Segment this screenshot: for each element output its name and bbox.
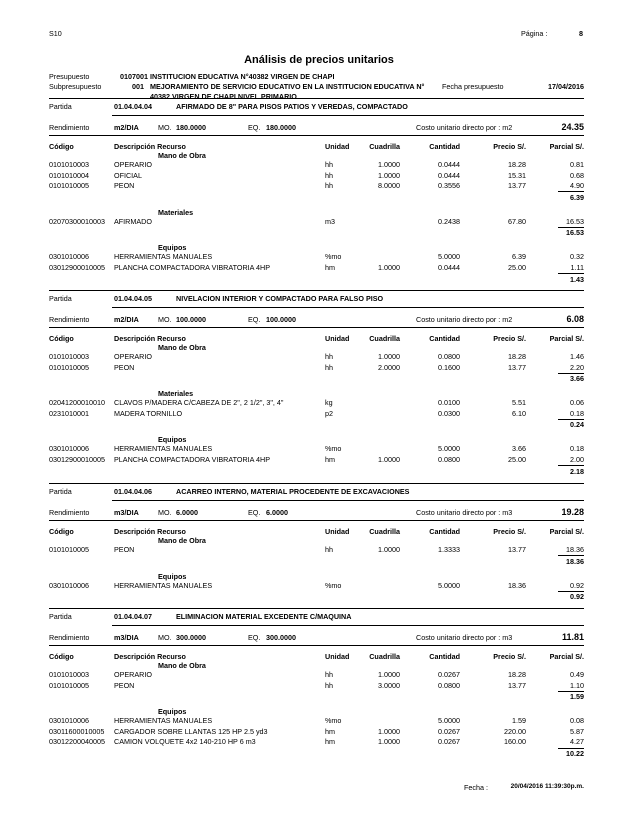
col-cuadrilla: Cuadrilla xyxy=(369,142,400,151)
col-descripcion: Descripción Recurso xyxy=(114,652,186,661)
row-cantidad: 0.2438 xyxy=(438,216,460,226)
row-codigo: 0301010006 xyxy=(49,580,89,590)
row-descripcion: PEON xyxy=(114,680,135,690)
row-descripcion: PLANCHA COMPACTADORA VIBRATORIA 4HP xyxy=(114,263,271,272)
row-descripcion: OPERARIO xyxy=(114,352,152,361)
system-label: S10 xyxy=(49,29,62,38)
presupuesto-label: Presupuesto xyxy=(49,72,90,81)
row-parcial: 5.87 xyxy=(570,726,584,736)
row-parcial: 0.81 xyxy=(570,160,584,169)
row-descripcion: HERRAMIENTAS MANUALES xyxy=(114,580,213,590)
partida-code: 01.04.04.06 xyxy=(114,487,152,496)
costo-unitario-value: 19.28 xyxy=(561,507,584,517)
col-cantidad: Cantidad xyxy=(429,652,460,661)
partida-label: Partida xyxy=(49,612,72,621)
row-descripcion: MADERA TORNILLO xyxy=(114,408,183,418)
row-unidad: hh xyxy=(325,670,333,679)
partida-name: ELIMINACION MATERIAL EXCEDENTE C/MAQUINA xyxy=(176,612,352,621)
group-equipos-heading: Equipos xyxy=(158,571,187,581)
row-descripcion: HERRAMIENTAS MANUALES xyxy=(114,252,213,262)
row-cantidad: 0.0267 xyxy=(438,726,460,736)
col-parcial: Parcial S/. xyxy=(549,334,584,343)
rendimiento-unit: m2/DIA xyxy=(114,315,139,324)
row-unidad: m3 xyxy=(325,216,335,226)
row-cuadrilla: 1.0000 xyxy=(378,726,400,736)
row-codigo: 0101010005 xyxy=(49,181,89,191)
partida-name: NIVELACION INTERIOR Y COMPACTADO PARA FALSO PISO xyxy=(176,294,384,303)
partida-name: AFIRMADO DE 8" PARA PISOS PATIOS Y VEREDAS, COMPACTADO xyxy=(176,102,408,111)
rendimiento-label: Rendimiento xyxy=(49,315,90,324)
group-equipos-heading: Equipos xyxy=(158,243,187,253)
mo-label: MO. xyxy=(158,633,172,642)
section-divider xyxy=(49,483,584,484)
row-precio: 160.00 xyxy=(504,737,526,747)
row-cuadrilla: 1.0000 xyxy=(378,170,400,180)
costo-unitario-label: Costo unitario directo por : m3 xyxy=(416,508,513,517)
row-codigo: 02070300010003 xyxy=(49,216,105,226)
col-precio: Precio S/. xyxy=(493,334,526,343)
eq-label: EQ. xyxy=(248,508,261,517)
row-unidad: %mo xyxy=(325,580,342,590)
section-divider xyxy=(49,608,584,609)
row-unidad: p2 xyxy=(325,408,333,418)
row-unidad: hm xyxy=(325,737,335,747)
col-cuadrilla: Cuadrilla xyxy=(369,652,400,661)
row-codigo: 0101010005 xyxy=(49,680,89,690)
costo-unitario-label: Costo unitario directo por : m2 xyxy=(416,315,513,324)
row-descripcion: AFIRMADO xyxy=(114,216,152,226)
eq-label: EQ. xyxy=(248,123,261,132)
costo-unitario-value: 24.35 xyxy=(561,122,584,132)
row-precio: 5.51 xyxy=(512,398,526,408)
fecha-label: Fecha : xyxy=(464,783,488,792)
row-cantidad: 0.0267 xyxy=(438,670,460,679)
eq-value: 180.0000 xyxy=(266,123,296,132)
row-descripcion: PEON xyxy=(114,181,135,191)
eq-value: 100.0000 xyxy=(266,315,296,324)
row-precio: 67.80 xyxy=(508,216,526,226)
group-mano-de-obra-subtotal: 1.59 xyxy=(570,692,584,702)
col-cantidad: Cantidad xyxy=(429,334,460,343)
row-precio: 18.28 xyxy=(508,670,526,679)
row-codigo: 03012200040005 xyxy=(49,737,105,747)
row-parcial: 2.00 xyxy=(570,455,584,464)
col-precio: Precio S/. xyxy=(493,652,526,661)
group-mano-de-obra-heading: Mano de Obra xyxy=(158,151,206,160)
row-descripcion: PEON xyxy=(114,362,135,372)
group-mano-de-obra-heading: Mano de Obra xyxy=(158,661,206,670)
rendimiento-unit: m3/DIA xyxy=(114,633,139,642)
row-parcial: 0.92 xyxy=(570,580,584,590)
row-cantidad: 0.0444 xyxy=(438,160,460,169)
row-parcial: 1.10 xyxy=(570,680,584,690)
row-unidad: hh xyxy=(325,160,333,169)
costo-unitario-value: 11.81 xyxy=(561,632,584,642)
rendimiento-underline xyxy=(49,645,584,646)
mo-value: 300.0000 xyxy=(176,633,206,642)
eq-value: 300.0000 xyxy=(266,633,296,642)
col-codigo: Código xyxy=(49,527,74,536)
col-parcial: Parcial S/. xyxy=(549,527,584,536)
group-equipos-subtotal: 10.22 xyxy=(566,749,584,758)
group-mano-de-obra-heading: Mano de Obra xyxy=(158,343,206,352)
row-cantidad: 0.0800 xyxy=(438,352,460,361)
partida-underline xyxy=(112,115,584,116)
section-divider xyxy=(49,290,584,291)
row-precio: 6.39 xyxy=(512,252,526,262)
row-precio: 15.31 xyxy=(508,170,526,180)
partida-label: Partida xyxy=(49,294,72,303)
rendimiento-underline xyxy=(49,327,584,328)
row-precio: 18.28 xyxy=(508,160,526,169)
rendimiento-label: Rendimiento xyxy=(49,123,90,132)
row-cantidad: 0.0267 xyxy=(438,737,460,747)
row-precio: 18.36 xyxy=(508,580,526,590)
group-materiales-subtotal: 16.53 xyxy=(566,228,584,238)
partida-name: ACARREO INTERNO, MATERIAL PROCEDENTE DE EXCAVACIONES xyxy=(176,487,410,496)
mo-label: MO. xyxy=(158,123,172,132)
row-unidad: %mo xyxy=(325,716,342,726)
col-unidad: Unidad xyxy=(325,334,350,343)
row-parcial: 0.68 xyxy=(570,170,584,180)
row-codigo: 03012900010005 xyxy=(49,455,105,464)
row-parcial: 16.53 xyxy=(566,216,584,226)
row-cuadrilla: 1.0000 xyxy=(378,352,400,361)
subpresupuesto-label: Subpresupuesto xyxy=(49,82,102,91)
page-title: Análisis de precios unitarios xyxy=(244,54,394,66)
group-equipos-subtotal: 0.92 xyxy=(570,592,584,602)
col-cantidad: Cantidad xyxy=(429,142,460,151)
rendimiento-label: Rendimiento xyxy=(49,633,90,642)
row-cuadrilla: 8.0000 xyxy=(378,181,400,191)
row-cantidad: 0.0444 xyxy=(438,170,460,180)
group-equipos-subtotal: 2.18 xyxy=(570,466,584,476)
row-codigo: 0101010003 xyxy=(49,670,89,679)
row-unidad: hh xyxy=(325,181,333,191)
col-cuadrilla: Cuadrilla xyxy=(369,334,400,343)
row-unidad: %mo xyxy=(325,444,342,454)
row-codigo: 0101010003 xyxy=(49,352,89,361)
row-precio: 13.77 xyxy=(508,362,526,372)
page-number: 8 xyxy=(579,29,583,38)
subpresupuesto-code: 001 xyxy=(132,82,144,91)
col-cantidad: Cantidad xyxy=(429,527,460,536)
group-mano-de-obra-subtotal: 3.66 xyxy=(570,374,584,384)
row-parcial: 1.11 xyxy=(570,263,584,272)
fecha-value: 20/04/2016 11:39:30p.m. xyxy=(510,783,584,790)
row-descripcion: CLAVOS P/MADERA C/CABEZA DE 2", 2 1/2", 3", 4" xyxy=(114,398,284,408)
row-precio: 13.77 xyxy=(508,181,526,191)
row-cuadrilla: 1.0000 xyxy=(378,737,400,747)
row-descripcion: OPERARIO xyxy=(114,670,152,679)
partida-code: 01.04.04.07 xyxy=(114,612,152,621)
row-parcial: 2.20 xyxy=(570,362,584,372)
row-codigo: 0101010003 xyxy=(49,160,89,169)
row-unidad: hh xyxy=(325,680,333,690)
partida-code: 01.04.04.05 xyxy=(114,294,152,303)
col-codigo: Código xyxy=(49,652,74,661)
col-codigo: Código xyxy=(49,334,74,343)
row-unidad: %mo xyxy=(325,252,342,262)
presupuesto-code: 0107001 xyxy=(120,72,148,81)
row-parcial: 0.18 xyxy=(570,408,584,418)
eq-value: 6.0000 xyxy=(266,508,288,517)
row-descripcion: CARGADOR SOBRE LLANTAS 125 HP 2.5 yd3 xyxy=(114,726,268,736)
row-unidad: hm xyxy=(325,455,335,464)
partida-code: 01.04.04.04 xyxy=(114,102,152,111)
row-cantidad: 0.0300 xyxy=(438,408,460,418)
col-parcial: Parcial S/. xyxy=(549,142,584,151)
row-precio: 25.00 xyxy=(508,455,526,464)
partida-underline xyxy=(112,500,584,501)
fecha-presupuesto: 17/04/2016 xyxy=(548,82,584,91)
row-cantidad: 5.0000 xyxy=(438,716,460,726)
subpresupuesto-name: MEJORAMIENTO DE SERVICIO EDUCATIVO EN LA INSTITUCION EDUCATIVA N° xyxy=(150,82,425,91)
row-cuadrilla: 3.0000 xyxy=(378,680,400,690)
costo-unitario-label: Costo unitario directo por : m3 xyxy=(416,633,513,642)
row-cantidad: 5.0000 xyxy=(438,252,460,262)
col-codigo: Código xyxy=(49,142,74,151)
row-parcial: 0.08 xyxy=(570,716,584,726)
row-codigo: 03012900010005 xyxy=(49,263,105,272)
row-cantidad: 0.0800 xyxy=(438,455,460,464)
row-descripcion: OFICIAL xyxy=(114,170,142,180)
row-precio: 220.00 xyxy=(504,726,526,736)
row-codigo: 03011600010005 xyxy=(49,726,105,736)
group-mano-de-obra-heading: Mano de Obra xyxy=(158,536,206,545)
col-parcial: Parcial S/. xyxy=(549,652,584,661)
row-precio: 13.77 xyxy=(508,680,526,690)
partida-underline xyxy=(112,307,584,308)
row-cuadrilla: 1.0000 xyxy=(378,670,400,679)
costo-unitario-value: 6.08 xyxy=(566,314,584,324)
row-cuadrilla: 1.0000 xyxy=(378,545,400,554)
fecha-presupuesto-label: Fecha presupuesto xyxy=(442,82,504,91)
presupuesto-name: INSTITUCION EDUCATIVA N°40382 VIRGEN DE CHAPI xyxy=(150,72,335,81)
row-codigo: 0301010006 xyxy=(49,252,89,262)
row-cantidad: 5.0000 xyxy=(438,580,460,590)
row-parcial: 4.90 xyxy=(570,181,584,191)
row-precio: 1.59 xyxy=(512,716,526,726)
row-precio: 6.10 xyxy=(512,408,526,418)
row-precio: 18.28 xyxy=(508,352,526,361)
rendimiento-unit: m3/DIA xyxy=(114,508,139,517)
row-codigo: 0101010005 xyxy=(49,362,89,372)
col-descripcion: Descripción Recurso xyxy=(114,334,186,343)
row-precio: 13.77 xyxy=(508,545,526,554)
row-codigo: 0231010001 xyxy=(49,408,89,418)
row-parcial: 18.36 xyxy=(566,545,584,554)
group-materiales-heading: Materiales xyxy=(158,207,194,217)
group-mano-de-obra-subtotal: 18.36 xyxy=(566,556,584,566)
partida-label: Partida xyxy=(49,102,72,111)
row-cantidad: 0.0800 xyxy=(438,680,460,690)
row-cantidad: 0.0100 xyxy=(438,398,460,408)
row-parcial: 0.06 xyxy=(570,398,584,408)
row-parcial: 0.32 xyxy=(570,252,584,262)
partida-label: Partida xyxy=(49,487,72,496)
row-descripcion: CAMION VOLQUETE 4x2 140-210 HP 6 m3 xyxy=(114,737,256,747)
row-unidad: kg xyxy=(325,398,333,408)
row-descripcion: PLANCHA COMPACTADORA VIBRATORIA 4HP xyxy=(114,455,271,464)
row-cantidad: 1.3333 xyxy=(438,545,460,554)
row-unidad: hh xyxy=(325,545,333,554)
eq-label: EQ. xyxy=(248,315,261,324)
group-mano-de-obra-subtotal: 6.39 xyxy=(570,192,584,202)
mo-value: 180.0000 xyxy=(176,123,206,132)
mo-label: MO. xyxy=(158,315,172,324)
row-cantidad: 0.0444 xyxy=(438,263,460,272)
col-precio: Precio S/. xyxy=(493,527,526,536)
row-cuadrilla: 2.0000 xyxy=(378,362,400,372)
group-equipos-heading: Equipos xyxy=(158,707,187,717)
row-unidad: hh xyxy=(325,170,333,180)
col-precio: Precio S/. xyxy=(493,142,526,151)
group-equipos-subtotal: 1.43 xyxy=(570,274,584,284)
row-codigo: 0301010006 xyxy=(49,444,89,454)
row-parcial: 4.27 xyxy=(570,737,584,747)
row-cantidad: 5.0000 xyxy=(438,444,460,454)
rendimiento-underline xyxy=(49,520,584,521)
row-unidad: hm xyxy=(325,726,335,736)
row-codigo: 0101010005 xyxy=(49,545,89,554)
row-parcial: 1.46 xyxy=(570,352,584,361)
eq-label: EQ. xyxy=(248,633,261,642)
section-divider xyxy=(49,98,584,99)
row-parcial: 0.49 xyxy=(570,670,584,679)
row-codigo: 0101010004 xyxy=(49,170,89,180)
row-cuadrilla: 1.0000 xyxy=(378,160,400,169)
group-equipos-heading: Equipos xyxy=(158,435,187,445)
page-label: Página : xyxy=(521,29,548,38)
row-codigo: 02041200010010 xyxy=(49,398,105,408)
col-unidad: Unidad xyxy=(325,142,350,151)
row-unidad: hm xyxy=(325,263,335,272)
col-descripcion: Descripción Recurso xyxy=(114,142,186,151)
row-precio: 25.00 xyxy=(508,263,526,272)
row-precio: 3.66 xyxy=(512,444,526,454)
costo-unitario-label: Costo unitario directo por : m2 xyxy=(416,123,513,132)
row-descripcion: OPERARIO xyxy=(114,160,152,169)
rendimiento-label: Rendimiento xyxy=(49,508,90,517)
row-cantidad: 0.1600 xyxy=(438,362,460,372)
col-unidad: Unidad xyxy=(325,652,350,661)
rendimiento-unit: m2/DIA xyxy=(114,123,139,132)
row-unidad: hh xyxy=(325,352,333,361)
row-descripcion: HERRAMIENTAS MANUALES xyxy=(114,444,213,454)
col-cuadrilla: Cuadrilla xyxy=(369,527,400,536)
partida-underline xyxy=(112,625,584,626)
group-materiales-heading: Materiales xyxy=(158,389,194,399)
subpresupuesto-name-cont: 40382 VIRGEN DE CHAPI NIVEL PRIMARIO xyxy=(150,92,297,101)
row-cuadrilla: 1.0000 xyxy=(378,455,400,464)
rendimiento-underline xyxy=(49,135,584,136)
mo-value: 100.0000 xyxy=(176,315,206,324)
row-codigo: 0301010006 xyxy=(49,716,89,726)
col-unidad: Unidad xyxy=(325,527,350,536)
group-materiales-subtotal: 0.24 xyxy=(570,420,584,430)
mo-label: MO. xyxy=(158,508,172,517)
row-unidad: hh xyxy=(325,362,333,372)
row-descripcion: PEON xyxy=(114,545,135,554)
mo-value: 6.0000 xyxy=(176,508,198,517)
row-cantidad: 0.3556 xyxy=(438,181,460,191)
row-descripcion: HERRAMIENTAS MANUALES xyxy=(114,716,213,726)
row-cuadrilla: 1.0000 xyxy=(378,263,400,272)
row-parcial: 0.18 xyxy=(570,444,584,454)
col-descripcion: Descripción Recurso xyxy=(114,527,186,536)
